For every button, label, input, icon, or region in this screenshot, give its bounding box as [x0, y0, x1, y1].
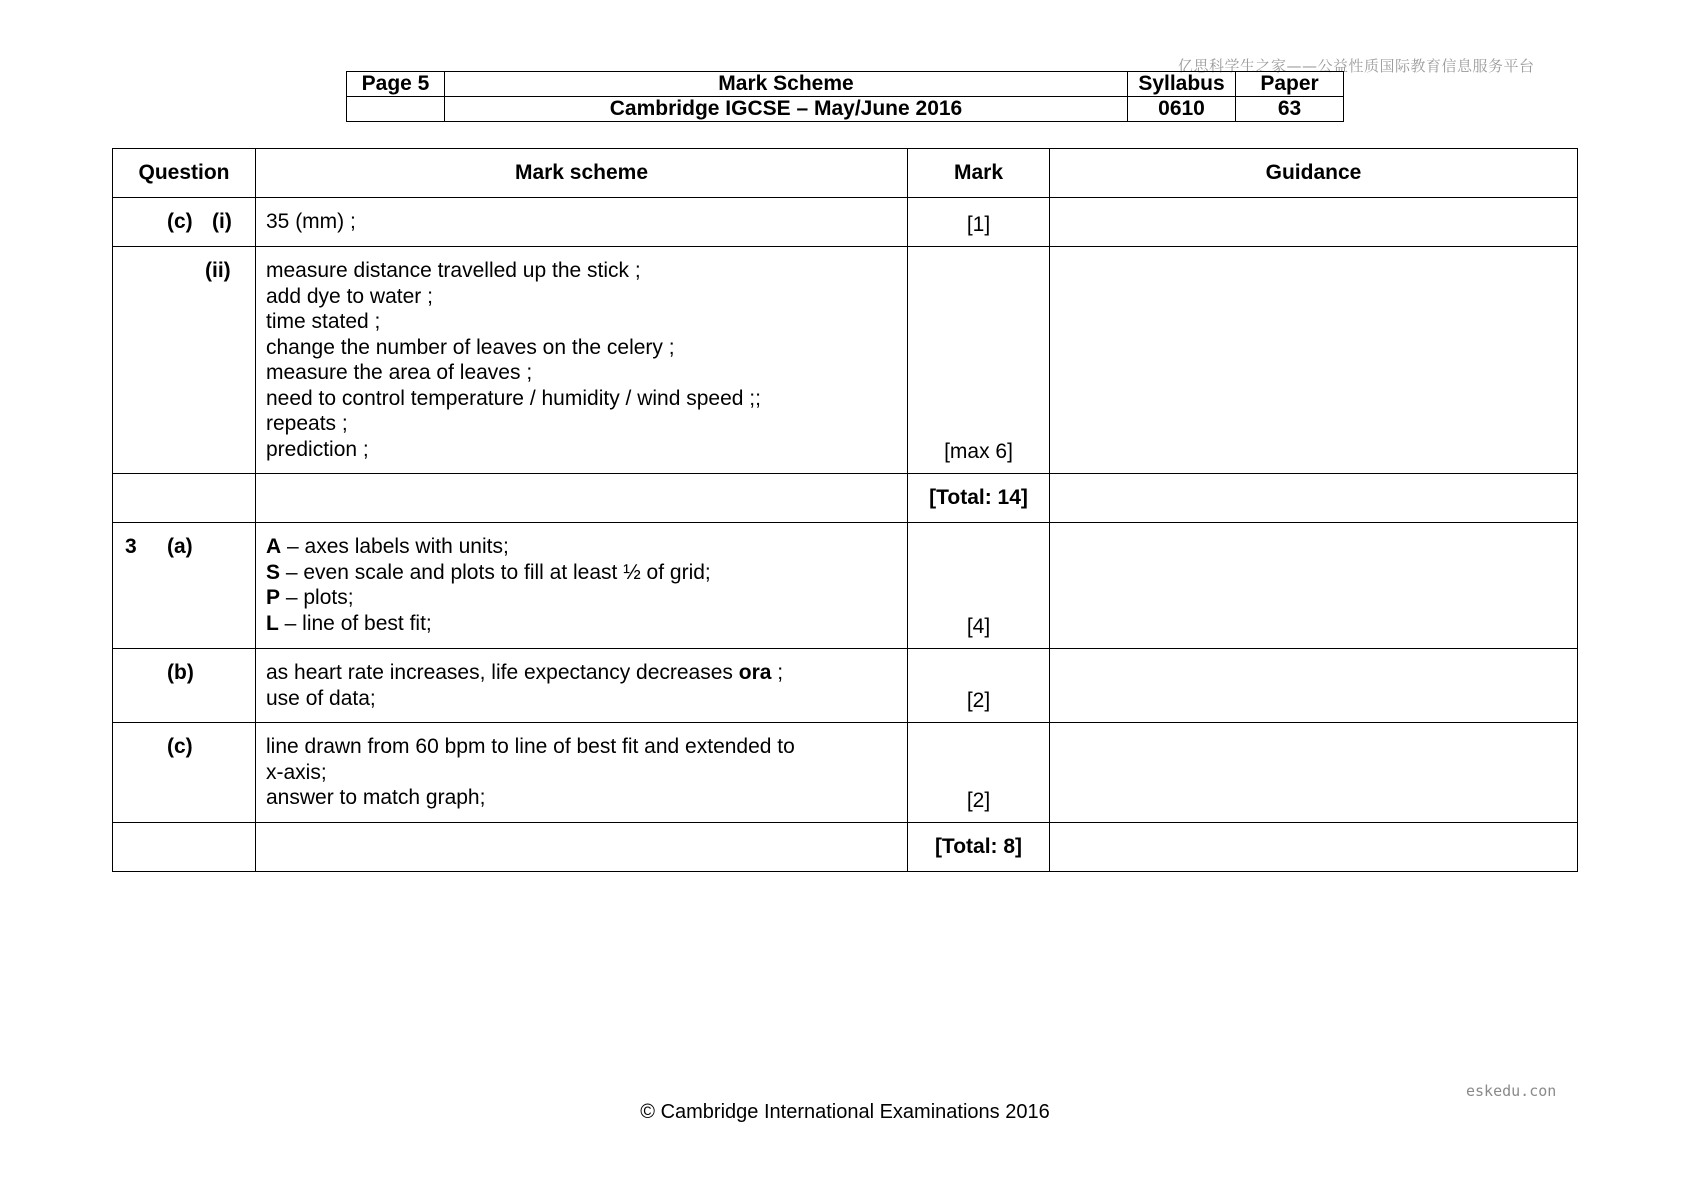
question-cell — [113, 723, 256, 823]
question-cell — [113, 474, 256, 523]
mark-scheme-cell — [256, 247, 908, 474]
guidance-cell — [1050, 198, 1578, 247]
scheme-line: change the number of leaves on the celery ; — [266, 335, 675, 359]
question-number: 3 — [125, 535, 137, 558]
table-row — [113, 723, 1578, 823]
page-number-blank — [347, 97, 445, 122]
watermark-bottom: eskedu.con — [1466, 1082, 1557, 1100]
question-cell — [113, 198, 256, 247]
scheme-line: measure distance travelled up the stick ; — [266, 259, 641, 282]
scheme-line: use of data; — [266, 686, 376, 710]
ora-abbrev: ora — [738, 661, 772, 684]
question-part: (c) — [167, 210, 193, 233]
question-part: (b) — [167, 661, 194, 684]
criterion-text: – line of best fit; — [278, 611, 432, 635]
syllabus-code: 0610 — [1128, 97, 1236, 122]
table-row — [113, 523, 1578, 649]
mark-cell: [4] — [908, 523, 1050, 649]
scheme-line — [266, 611, 897, 637]
question-cell — [113, 823, 256, 872]
document-title: Mark Scheme — [445, 72, 1128, 97]
table-row — [113, 247, 1578, 474]
scheme-line: 35 (mm) ; — [266, 210, 356, 233]
scheme-line: line drawn from 60 bpm to line of best fit and extended to — [266, 735, 795, 758]
scheme-line: repeats ; — [266, 412, 348, 435]
criterion-text: – plots; — [280, 586, 354, 609]
guidance-cell — [1050, 823, 1578, 872]
scheme-line — [266, 660, 897, 686]
question-part: (c) — [167, 735, 193, 758]
criterion-key: S — [266, 560, 281, 584]
header-mark: Mark — [908, 149, 1050, 198]
syllabus-label: Syllabus — [1128, 72, 1236, 97]
exam-name: Cambridge IGCSE – May/June 2016 — [445, 97, 1128, 122]
question-subpart: (ii) — [205, 259, 231, 282]
table-row — [113, 198, 1578, 247]
scheme-text: ; — [771, 661, 784, 684]
scheme-line — [266, 560, 897, 586]
mark-cell: [2] — [908, 649, 1050, 723]
paper-number: 63 — [1236, 97, 1344, 122]
criterion-key: P — [266, 586, 281, 609]
scheme-line: answer to match graph; — [266, 786, 486, 809]
mark-scheme-cell — [256, 649, 908, 723]
page-number: Page 5 — [347, 72, 445, 97]
mark-cell: [2] — [908, 723, 1050, 823]
total-mark: [Total: 8] — [908, 823, 1050, 872]
guidance-cell — [1050, 523, 1578, 649]
scheme-line: need to control temperature / humidity / wind speed ;; — [266, 386, 761, 410]
guidance-cell — [1050, 723, 1578, 823]
table-row — [113, 823, 1578, 872]
question-part: (a) — [167, 535, 193, 558]
guidance-cell — [1050, 247, 1578, 474]
scheme-line: add dye to water ; — [266, 284, 433, 308]
table-header-row — [113, 149, 1578, 198]
question-subpart: (i) — [212, 210, 232, 233]
total-mark: [Total: 14] — [908, 474, 1050, 523]
table-row — [113, 649, 1578, 723]
scheme-text: as heart rate increases, life expectancy decreases — [266, 661, 739, 684]
header-mark-scheme: Mark scheme — [256, 149, 908, 198]
guidance-cell — [1050, 649, 1578, 723]
mark-scheme-cell — [256, 198, 908, 247]
mark-scheme-table — [112, 148, 1578, 872]
mark-scheme-cell — [256, 723, 908, 823]
table-row — [113, 474, 1578, 523]
mark-scheme-cell — [256, 823, 908, 872]
scheme-line: time stated ; — [266, 310, 381, 333]
mark-scheme-cell — [256, 474, 908, 523]
mark-cell: [1] — [908, 198, 1050, 247]
criterion-key: A — [266, 535, 282, 558]
header-question: Question — [113, 149, 256, 198]
criterion-key: L — [266, 611, 279, 635]
scheme-line — [266, 534, 897, 560]
mark-cell: [max 6] — [908, 247, 1050, 474]
criterion-text: – axes labels with units; — [281, 535, 509, 558]
header-guidance: Guidance — [1050, 149, 1578, 198]
copyright-footer: © Cambridge International Examinations 2016 — [640, 1101, 1050, 1123]
question-cell — [113, 649, 256, 723]
scheme-line: prediction ; — [266, 437, 369, 461]
question-cell — [113, 523, 256, 649]
guidance-cell — [1050, 474, 1578, 523]
mark-scheme-cell — [256, 523, 908, 649]
paper-label: Paper — [1236, 72, 1344, 97]
page-header-box — [346, 71, 1344, 122]
scheme-line — [266, 585, 897, 611]
watermark-top: 亿思科学生之家——公益性质国际教育信息服务平台 — [1178, 57, 1535, 75]
scheme-line: x-axis; — [266, 760, 327, 784]
criterion-text: – even scale and plots to fill at least ½ of grid; — [280, 560, 711, 584]
scheme-line: measure the area of leaves ; — [266, 361, 533, 384]
question-cell — [113, 247, 256, 474]
